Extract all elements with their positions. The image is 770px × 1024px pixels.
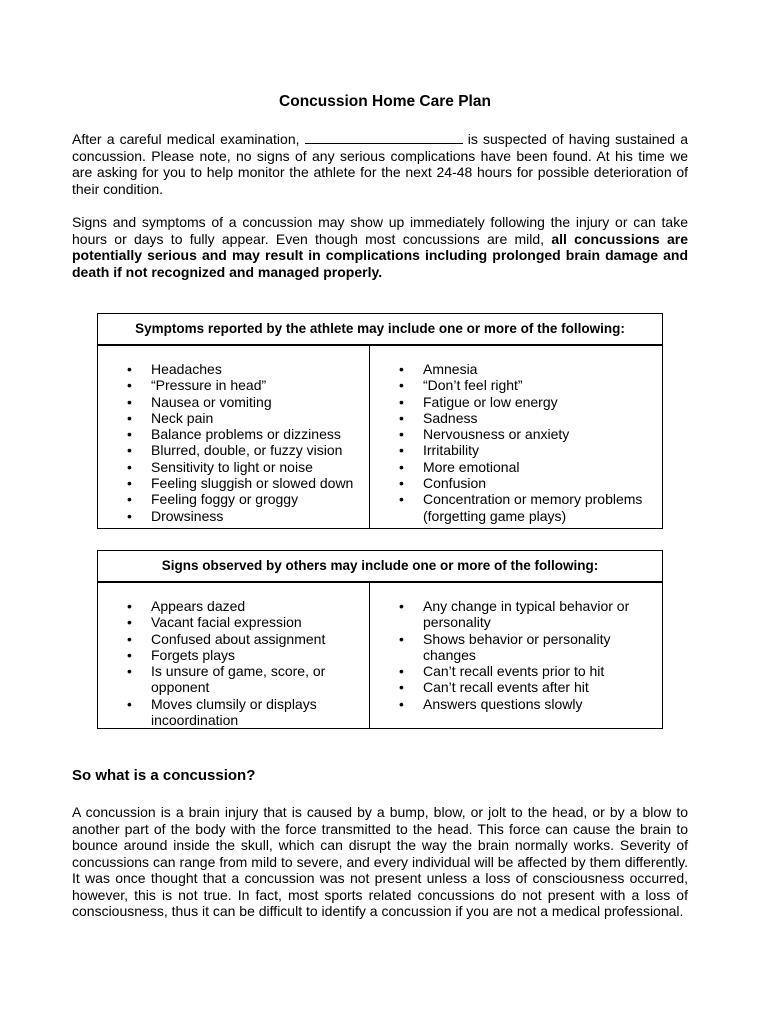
list-item: • Forgets plays — [127, 647, 361, 663]
list-item: • Is unsure of game, score, or opponent — [127, 663, 361, 696]
list-item: • “Pressure in head” — [127, 377, 361, 393]
list-item: • Feeling foggy or groggy — [127, 491, 361, 507]
signs-paragraph — [72, 214, 688, 280]
list-item: • Can’t recall events prior to hit — [399, 663, 654, 679]
list-item: • Confusion — [399, 475, 654, 491]
definition-paragraph: A concussion is a brain injury that is caused by a bump, blow, or jolt to the head, or by a blow to another part of the body with the force transmitted to the head. This force can cause the brain to bounce around inside the skull, which can disrupt the way the brain normally works. Severity of concussions can range from mild to severe, and every individual will be affected by them differently. It was once thought that a concussion was not present unless a loss of consciousness occurred, however, this is not true. In fact, most sports related concussions do not present with a loss of consciousness, thus it can be difficult to identify a concussion if you are not a medical professional. — [72, 804, 688, 919]
symptoms-right-list — [399, 361, 654, 524]
athlete-name-blank — [305, 131, 463, 144]
list-item: • Vacant facial expression — [127, 614, 361, 630]
list-item: • Nausea or vomiting — [127, 394, 361, 410]
list-item: • Moves clumsily or displays incoordination — [127, 696, 361, 729]
list-item: • Confused about assignment — [127, 631, 361, 647]
list-item: • Nervousness or anxiety — [399, 426, 654, 442]
signs-right-list — [399, 598, 654, 712]
list-item: • Blurred, double, or fuzzy vision — [127, 442, 361, 458]
symptoms-right-column — [370, 346, 662, 528]
list-item: • Irritability — [399, 442, 654, 458]
list-item: • Answers questions slowly — [399, 696, 654, 712]
section-heading: So what is a concussion? — [72, 767, 256, 784]
list-item: • “Don’t feel right” — [399, 377, 654, 393]
signs-left-column — [98, 583, 370, 728]
intro-paragraph — [72, 131, 688, 197]
list-item: • Any change in typical behavior or personality — [399, 598, 654, 631]
list-item: • Amnesia — [399, 361, 654, 377]
list-item: • Can’t recall events after hit — [399, 679, 654, 695]
signs-left-list — [127, 598, 361, 728]
signs-table-header: Signs observed by others may include one or more of the following: — [98, 551, 662, 583]
list-item: • Fatigue or low energy — [399, 394, 654, 410]
signs-paragraph-warning: all concussions are potentially serious and may result in complications including prolonged brain damage and death if not recognized and managed properly. — [72, 230, 688, 280]
signs-table-body — [98, 583, 662, 728]
list-item: • Balance problems or dizziness — [127, 426, 361, 442]
symptoms-table-header: Symptoms reported by the athlete may include one or more of the following: — [98, 314, 662, 346]
list-item: • Drowsiness — [127, 508, 361, 524]
list-item: • Sensitivity to light or noise — [127, 459, 361, 475]
symptoms-table-body — [98, 346, 662, 528]
list-item: • Headaches — [127, 361, 361, 377]
list-item: • Appears dazed — [127, 598, 361, 614]
symptoms-table — [97, 313, 663, 529]
list-item: • More emotional — [399, 459, 654, 475]
symptoms-left-column — [98, 346, 370, 528]
list-item: • Feeling sluggish or slowed down — [127, 475, 361, 491]
signs-right-column — [370, 583, 662, 728]
list-item: • Neck pain — [127, 410, 361, 426]
list-item: • Concentration or memory problems (forgetting game plays) — [399, 491, 654, 524]
signs-table — [97, 550, 663, 729]
list-item: • Sadness — [399, 410, 654, 426]
signs-paragraph-text: Signs and symptoms of a concussion may show up immediately following the injury or can take hours or days to fully appear. Even though most concussions are mild, — [72, 214, 688, 247]
symptoms-left-list — [127, 361, 361, 524]
intro-text-start: After a careful medical examination, — [72, 131, 305, 147]
intro-text-end: is suspected of having sustained a concussion. Please note, no signs of any serious complications have been found. At his time we are asking for you to help monitor the athlete for the next 24-48 hours for possible deterioration of their condition. — [72, 131, 688, 197]
page-title: Concussion Home Care Plan — [279, 93, 491, 110]
list-item: • Shows behavior or personality changes — [399, 631, 654, 664]
